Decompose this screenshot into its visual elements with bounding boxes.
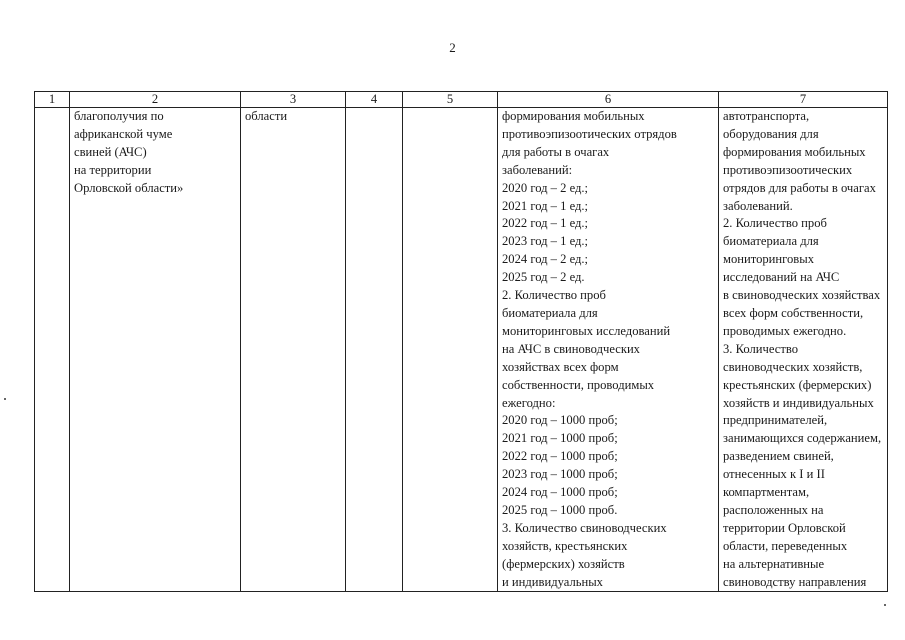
- text-line: всех форм собственности,: [723, 305, 864, 320]
- column-header-4: 4: [346, 92, 403, 108]
- text-line: в свиноводческих хозяйствах: [723, 288, 881, 303]
- text-line: мониторинговых: [723, 252, 815, 267]
- text-line: противоэпизоотических отрядов: [502, 126, 677, 141]
- text-line: на АЧС в свиноводческих: [502, 341, 640, 356]
- column-header-6: 6: [498, 92, 719, 108]
- text-line: на территории: [74, 162, 152, 177]
- text-line: исследований на АЧС: [723, 270, 840, 285]
- text-line: хозяйств, крестьянских: [502, 538, 628, 553]
- column-header-2: 2: [70, 92, 241, 108]
- text-line: 2022 год – 1 ед.;: [502, 216, 589, 231]
- text-line: собственности, проводимых: [502, 377, 655, 392]
- text-line: противоэпизоотических: [723, 162, 853, 177]
- text-line: 2020 год – 1000 проб;: [502, 413, 618, 428]
- scan-speck: [884, 604, 886, 606]
- text-line: 2021 год – 1000 проб;: [502, 431, 618, 446]
- cell-col4: [346, 108, 403, 592]
- text-line: свиней (АЧС): [74, 144, 147, 159]
- text-line: на альтернативные: [723, 556, 825, 571]
- text-line: хозяйств и индивидуальных: [723, 395, 874, 410]
- text-line: области: [245, 109, 288, 123]
- column-header-3: 3: [241, 92, 346, 108]
- text-line: автотранспорта,: [723, 109, 810, 123]
- cell-col5: [403, 108, 498, 592]
- text-line: проводимых ежегодно.: [723, 323, 847, 338]
- text-line: ежегодно:: [502, 395, 556, 410]
- text-line: хозяйствах всех форм: [502, 359, 619, 374]
- text-line: разведением свиней,: [723, 449, 834, 464]
- text-line: 2021 год – 1 ед.;: [502, 198, 589, 213]
- text-line: заболеваний.: [723, 198, 793, 213]
- column-header-1: 1: [35, 92, 70, 108]
- text-line: 2. Количество проб: [502, 288, 606, 303]
- text-line: оборудования для: [723, 126, 819, 141]
- cell-col2: [70, 108, 241, 592]
- page-number: 2: [449, 40, 456, 55]
- text-line: крестьянских (фермерских): [723, 377, 872, 392]
- text-line: области, переведенных: [723, 538, 848, 553]
- text-line: свиноводству направления: [723, 574, 867, 589]
- cell-col6: [498, 108, 719, 592]
- cell-col7: [719, 108, 888, 592]
- cell-col3: [241, 108, 346, 592]
- scan-speck: [4, 398, 6, 400]
- text-line: 2025 год – 2 ед.: [502, 270, 585, 285]
- text-line: 2. Количество проб: [723, 216, 827, 231]
- text-line: биоматериала для: [502, 305, 598, 320]
- text-line: 2023 год – 1000 проб;: [502, 467, 618, 482]
- text-line: африканской чуме: [74, 126, 173, 141]
- text-line: 2023 год – 1 ед.;: [502, 234, 589, 249]
- text-line: 3. Количество свиноводческих: [502, 520, 667, 535]
- text-line: 2024 год – 2 ед.;: [502, 252, 589, 267]
- text-line: благополучия по: [74, 109, 164, 123]
- text-line: заболеваний:: [502, 162, 573, 177]
- text-line: 2025 год – 1000 проб.: [502, 502, 618, 517]
- text-line: отрядов для работы в очагах: [723, 180, 876, 195]
- text-line: территории Орловской: [723, 520, 846, 535]
- text-line: для работы в очагах: [502, 144, 610, 159]
- text-line: свиноводческих хозяйств,: [723, 359, 863, 374]
- text-line: расположенных на: [723, 502, 824, 517]
- text-line: Орловской области»: [74, 180, 184, 195]
- column-header-7: 7: [719, 92, 888, 108]
- text-line: биоматериала для: [723, 234, 819, 249]
- text-line: предпринимателей,: [723, 413, 828, 428]
- document-table: [34, 91, 888, 592]
- table-row: [35, 108, 888, 592]
- text-line: формирования мобильных: [723, 144, 866, 159]
- text-line: мониторинговых исследований: [502, 323, 671, 338]
- cell-col1: [35, 108, 70, 592]
- text-line: компартментам,: [723, 485, 810, 500]
- header-row: [35, 92, 888, 108]
- text-line: занимающихся содержанием,: [723, 431, 882, 446]
- column-header-5: 5: [403, 92, 498, 108]
- text-line: (фермерских) хозяйств: [502, 556, 625, 571]
- text-line: 2022 год – 1000 проб;: [502, 449, 618, 464]
- text-line: 2024 год – 1000 проб;: [502, 485, 618, 500]
- text-line: формирования мобильных: [502, 109, 645, 123]
- text-line: 2020 год – 2 ед.;: [502, 180, 589, 195]
- text-line: отнесенных к I и II: [723, 467, 825, 482]
- text-line: и индивидуальных: [502, 574, 603, 589]
- text-line: 3. Количество: [723, 341, 799, 356]
